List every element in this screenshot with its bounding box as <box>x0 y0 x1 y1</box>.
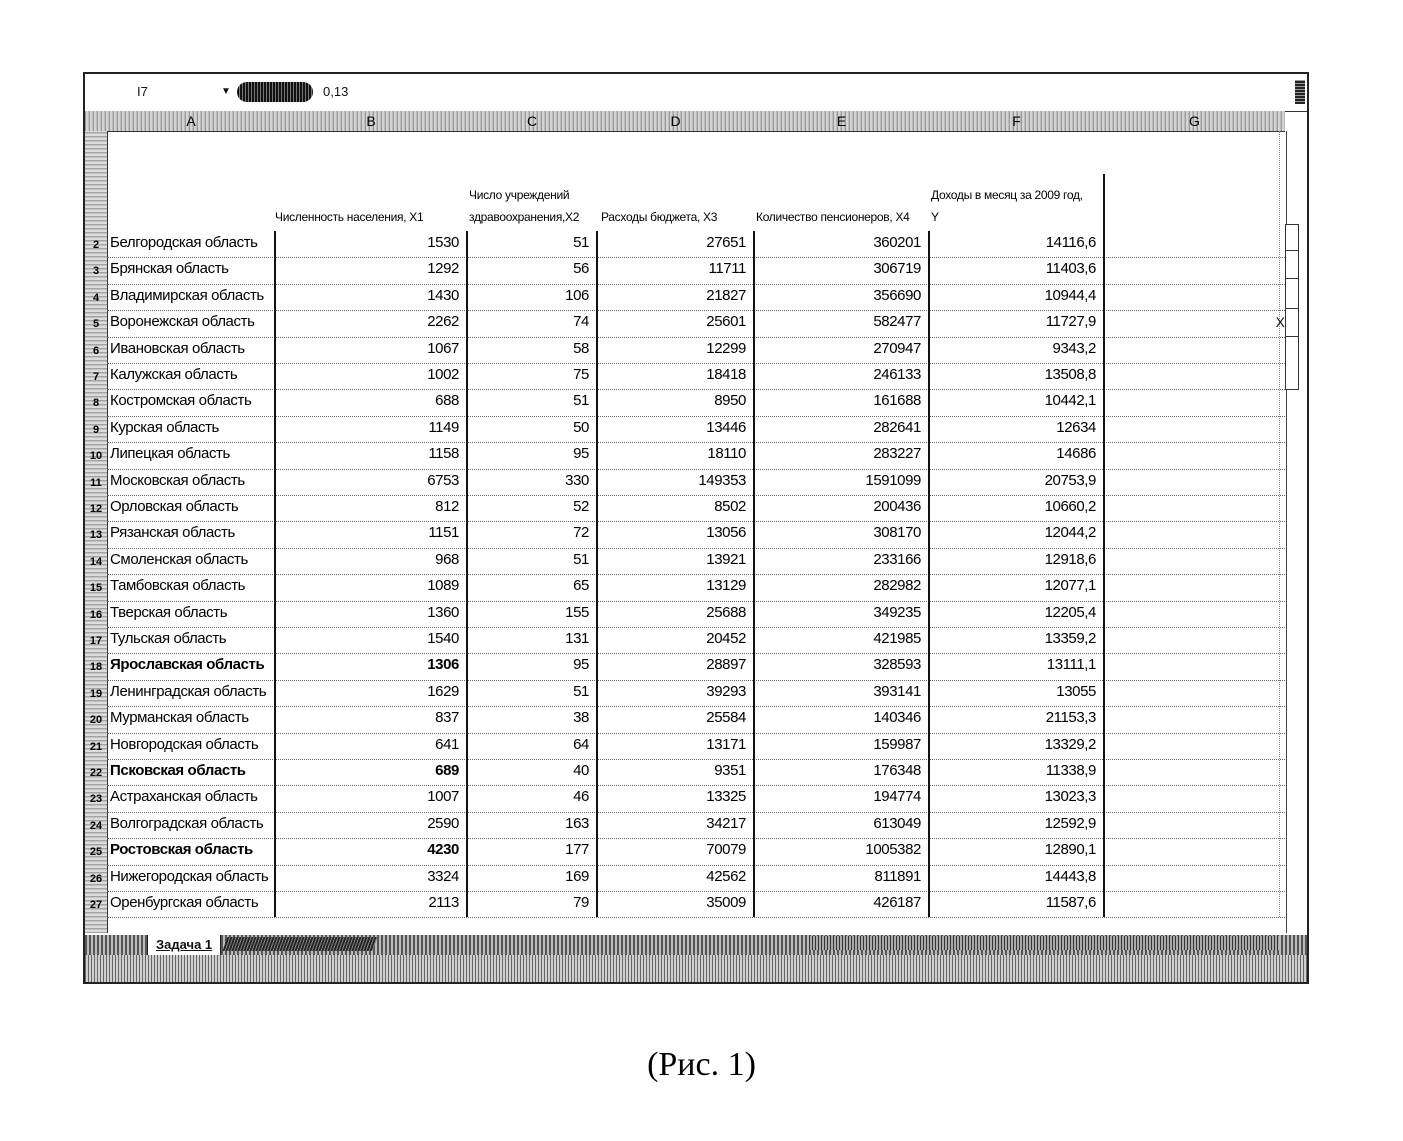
column-border <box>274 231 276 917</box>
cell-y[interactable]: 13359,2 <box>1044 630 1096 647</box>
chevron-down-icon[interactable]: ▼ <box>221 86 231 97</box>
cell-x2[interactable]: 163 <box>565 814 589 832</box>
cell-region[interactable]: Тамбовская область <box>110 577 246 595</box>
row-header-11[interactable]: 11 <box>90 476 102 489</box>
row-gridline <box>107 363 1285 364</box>
row-gridline <box>107 917 1285 918</box>
cell-region[interactable]: Волгоградская область <box>110 814 264 832</box>
cell-x4[interactable]: 1005382 <box>865 841 921 859</box>
cell-x3[interactable]: 35009 <box>706 894 746 911</box>
cell-x3[interactable]: 18110 <box>707 445 746 463</box>
row-gridline <box>107 521 1285 522</box>
cell-region[interactable]: Владимирская область <box>110 286 264 304</box>
cell-x4[interactable]: 356690 <box>873 286 921 304</box>
row-gridline <box>107 548 1285 549</box>
row-gridline <box>107 442 1285 443</box>
cell-x4[interactable]: 613049 <box>873 814 921 832</box>
cell-x2[interactable]: 74 <box>573 313 589 331</box>
row-header-2[interactable]: 2 <box>92 239 100 251</box>
header-x1: Численность населения, X1 <box>275 210 424 224</box>
row-gridline <box>107 785 1285 786</box>
row-header-19[interactable]: 19 <box>89 687 103 700</box>
cell-region[interactable]: Рязанская область <box>110 524 235 542</box>
cell-x3[interactable]: 18418 <box>706 366 746 383</box>
row-header-22[interactable]: 22 <box>89 767 103 779</box>
cell-y[interactable]: 11338,9 <box>1045 762 1096 779</box>
cell-x4[interactable]: 421985 <box>873 630 921 647</box>
cell-x3[interactable]: 13325 <box>706 788 746 806</box>
row-gridline <box>107 495 1285 496</box>
cell-y[interactable]: 13111,1 <box>1046 656 1096 674</box>
cell-x1[interactable]: 1089 <box>427 577 459 595</box>
cell-y[interactable]: 14686 <box>1056 445 1096 463</box>
column-header-c[interactable]: C <box>526 113 538 129</box>
cell-x1[interactable]: 2262 <box>427 313 459 331</box>
cell-x1[interactable]: 1002 <box>427 366 459 383</box>
column-header-strip <box>85 111 1285 132</box>
cell-x1[interactable]: 1149 <box>428 418 459 436</box>
cell-region[interactable]: Нижегородская область <box>110 867 269 885</box>
column-border <box>466 231 468 917</box>
cell-x4[interactable]: 200436 <box>873 498 921 515</box>
cell-y[interactable]: 13055 <box>1056 682 1096 700</box>
cell-x1[interactable]: 812 <box>435 498 459 515</box>
row-header-24[interactable]: 24 <box>89 819 103 832</box>
header-y-line1: Доходы в месяц за 2009 год, <box>931 188 1083 202</box>
row-gridline <box>107 389 1285 390</box>
cell-region[interactable]: Курская область <box>110 418 219 436</box>
cell-x3[interactable]: 9351 <box>714 762 746 779</box>
cell-y[interactable]: 13508,8 <box>1044 366 1096 383</box>
cell-region[interactable]: Брянская область <box>110 260 229 278</box>
column-header-b[interactable]: B <box>366 113 376 129</box>
formula-bar <box>85 74 1307 112</box>
cell-region[interactable]: Псковская область <box>110 762 246 779</box>
cell-region[interactable]: Смоленская область <box>110 550 248 568</box>
cell-x1[interactable]: 688 <box>435 392 459 410</box>
cell-y[interactable]: 11587,6 <box>1045 894 1096 911</box>
cell-x2[interactable]: 51 <box>573 682 589 700</box>
row-header-3[interactable]: 3 <box>92 265 100 278</box>
cell-y[interactable]: 12077,1 <box>1044 577 1096 595</box>
cell-x1[interactable]: 6753 <box>427 471 459 489</box>
row-header-14[interactable]: 14 <box>89 555 103 568</box>
cell-x4[interactable]: 1591099 <box>865 471 921 489</box>
cell-y[interactable]: 12044,2 <box>1044 524 1096 542</box>
column-header-g[interactable]: G <box>1189 113 1200 129</box>
row-header-9[interactable]: 9 <box>92 423 100 436</box>
cell-y[interactable]: 12918,6 <box>1044 550 1096 568</box>
row-header-16[interactable]: 16 <box>89 608 103 621</box>
cell-y[interactable]: 10660,2 <box>1044 498 1096 515</box>
row-header-8[interactable]: 8 <box>92 397 100 410</box>
cell-region[interactable]: Астраханская область <box>110 788 258 806</box>
cell-y[interactable]: 13023,3 <box>1044 788 1096 806</box>
cell-region[interactable]: Белгородская область <box>110 234 258 251</box>
cell-x4[interactable]: 306719 <box>873 260 921 278</box>
row-gridline <box>107 469 1285 470</box>
cell-x3[interactable]: 25584 <box>706 709 746 727</box>
cell-x2[interactable]: 51 <box>573 392 589 410</box>
cell-x3[interactable]: 13056 <box>706 524 746 542</box>
scroll-thumb-lower[interactable] <box>1285 278 1299 310</box>
scroll-segment-lower[interactable] <box>1285 336 1299 390</box>
row-header-21[interactable]: 21 <box>89 740 103 753</box>
cell-region[interactable]: Тульская область <box>110 630 227 647</box>
cell-x2[interactable]: 50 <box>573 418 589 436</box>
cell-x1[interactable]: 1292 <box>427 260 459 278</box>
column-header-f[interactable]: F <box>1012 113 1021 129</box>
cell-x3[interactable]: 28897 <box>706 656 746 674</box>
cell-y[interactable]: 21153,3 <box>1045 709 1096 727</box>
cell-x3[interactable]: 42562 <box>706 867 746 885</box>
cell-x3[interactable]: 70079 <box>706 841 746 859</box>
cell-x2[interactable]: 95 <box>573 445 589 463</box>
cell-x1[interactable]: 3324 <box>427 867 459 885</box>
horizontal-scrollbar[interactable] <box>809 936 1279 950</box>
cell-y[interactable]: 10442,1 <box>1044 392 1096 410</box>
column-header-d[interactable]: D <box>670 113 681 129</box>
cell-x1[interactable]: 1151 <box>428 524 459 542</box>
row-gridline <box>107 337 1285 338</box>
row-header-18[interactable]: 18 <box>89 661 103 674</box>
cell-x1[interactable]: 968 <box>435 550 459 568</box>
side-mark: X <box>1275 314 1285 330</box>
status-bar <box>85 955 1307 984</box>
cell-x2[interactable]: 72 <box>573 524 589 542</box>
cell-x1[interactable]: 1306 <box>427 656 459 674</box>
column-border <box>753 231 755 917</box>
row-gridline <box>107 733 1285 734</box>
cell-region[interactable]: Костромская область <box>110 392 252 410</box>
row-gridline <box>107 812 1285 813</box>
cell-y[interactable]: 11403,6 <box>1045 260 1096 278</box>
row-gridline <box>107 759 1285 760</box>
cell-x4[interactable]: 308170 <box>873 524 921 542</box>
cell-x4[interactable]: 393141 <box>873 682 921 700</box>
header-x2-line1: Число учреждений <box>469 188 570 202</box>
row-header-25[interactable]: 25 <box>89 846 103 859</box>
cell-region[interactable]: Московская область <box>110 471 245 489</box>
row-header-13[interactable]: 13 <box>89 529 103 542</box>
cell-y[interactable]: 13329,2 <box>1044 735 1096 753</box>
row-gridline <box>107 653 1285 654</box>
cell-x4[interactable]: 270947 <box>873 339 921 357</box>
name-box-value: I7 <box>137 84 148 99</box>
row-header-strip <box>85 131 108 933</box>
cell-x2[interactable]: 58 <box>573 339 589 357</box>
cell-x2[interactable]: 56 <box>573 260 589 278</box>
cell-x3[interactable]: 39293 <box>706 682 746 700</box>
cell-x3[interactable]: 13171 <box>706 735 746 753</box>
cell-x1[interactable]: 1530 <box>427 234 459 251</box>
row-gridline <box>107 284 1285 285</box>
cell-x4[interactable]: 282982 <box>873 577 921 595</box>
row-gridline <box>107 416 1285 417</box>
cell-x1[interactable]: 1007 <box>427 788 459 806</box>
cell-x2[interactable]: 52 <box>573 498 589 515</box>
row-gridline <box>107 865 1285 866</box>
cell-x1[interactable]: 4230 <box>427 841 459 859</box>
row-gridline <box>107 891 1285 892</box>
cell-x2[interactable]: 51 <box>573 550 589 568</box>
column-border <box>1103 174 1105 917</box>
cell-x4[interactable]: 811891 <box>874 867 921 885</box>
cell-y[interactable]: 11727,9 <box>1045 313 1096 331</box>
cell-x4[interactable]: 246133 <box>873 366 921 383</box>
cell-region[interactable]: Орловская область <box>110 498 239 515</box>
cell-x1[interactable]: 1540 <box>427 630 459 647</box>
cell-x4[interactable]: 161688 <box>873 392 921 410</box>
row-gridline <box>107 257 1285 258</box>
cell-x2[interactable]: 79 <box>573 894 589 911</box>
cell-x2[interactable]: 75 <box>573 366 589 383</box>
figure-caption: (Рис. 1) <box>647 1046 756 1083</box>
cell-x1[interactable]: 1067 <box>427 339 459 357</box>
formula-scroll-icon[interactable] <box>1295 80 1305 104</box>
cell-y[interactable]: 12592,9 <box>1044 814 1096 832</box>
cell-x3[interactable]: 11711 <box>708 260 746 278</box>
column-border <box>928 231 930 917</box>
cell-x4[interactable]: 233166 <box>873 550 921 568</box>
cell-x4[interactable]: 176348 <box>873 762 921 779</box>
cell-y[interactable]: 9343,2 <box>1052 339 1096 357</box>
cell-x3[interactable]: 27651 <box>706 234 746 251</box>
cell-x1[interactable]: 1360 <box>427 603 459 621</box>
cell-x4[interactable]: 283227 <box>873 445 921 463</box>
row-header-27[interactable]: 27 <box>89 899 103 911</box>
cell-x2[interactable]: 38 <box>573 709 589 727</box>
cell-x2[interactable]: 65 <box>573 577 589 595</box>
cell-region[interactable]: Ленинградская область <box>110 682 267 700</box>
header-x3: Расходы бюджета, X3 <box>601 210 718 224</box>
formula-input[interactable]: 0,13 <box>323 84 349 99</box>
scroll-segment[interactable] <box>1285 308 1299 338</box>
cell-x2[interactable]: 330 <box>565 471 589 489</box>
cell-x4[interactable]: 349235 <box>873 603 921 621</box>
cell-region[interactable]: Воронежская область <box>110 313 255 331</box>
tab-other-sheets[interactable] <box>222 937 377 951</box>
cell-x2[interactable]: 131 <box>565 630 589 647</box>
cell-x2[interactable]: 177 <box>565 841 589 859</box>
cell-y[interactable]: 10944,4 <box>1044 286 1096 304</box>
cell-x3[interactable]: 34217 <box>706 814 746 832</box>
row-header-17[interactable]: 17 <box>89 635 103 647</box>
header-y-line2: Y <box>931 210 939 224</box>
cell-x4[interactable]: 194774 <box>873 788 921 806</box>
cell-x3[interactable]: 8950 <box>714 392 746 410</box>
cell-region[interactable]: Липецкая область <box>110 445 230 463</box>
row-gridline <box>107 706 1285 707</box>
cell-x4[interactable]: 140346 <box>873 709 921 727</box>
cell-region[interactable]: Новгородская область <box>110 735 259 753</box>
cell-x2[interactable]: 169 <box>565 867 589 885</box>
cell-region[interactable]: Оренбургская область <box>110 894 259 911</box>
row-header-15[interactable]: 15 <box>89 582 103 595</box>
cell-x3[interactable]: 13446 <box>706 418 746 436</box>
row-header-7[interactable]: 7 <box>92 371 100 383</box>
scroll-arrow-icon[interactable] <box>1285 224 1299 252</box>
row-gridline <box>107 627 1285 628</box>
row-header-12[interactable]: 12 <box>89 503 103 515</box>
cell-x2[interactable]: 106 <box>565 286 589 304</box>
cell-x4[interactable]: 282641 <box>873 418 921 436</box>
cell-x1[interactable]: 2113 <box>428 894 459 911</box>
cell-y[interactable]: 14116,6 <box>1045 234 1096 251</box>
column-header-e[interactable]: E <box>836 113 847 129</box>
cell-y[interactable]: 12890,1 <box>1044 841 1096 859</box>
cell-x3[interactable]: 21827 <box>706 286 746 304</box>
cell-x3[interactable]: 12299 <box>706 339 746 357</box>
row-header-4[interactable]: 4 <box>92 291 100 304</box>
cell-x2[interactable]: 95 <box>573 656 589 674</box>
row-gridline <box>107 310 1285 311</box>
cell-x4[interactable]: 360201 <box>873 234 921 251</box>
cell-region[interactable]: Калужская область <box>110 366 238 383</box>
cell-x3[interactable]: 149353 <box>698 471 746 489</box>
cell-x1[interactable]: 1629 <box>427 682 459 700</box>
cell-x2[interactable]: 46 <box>573 788 589 806</box>
cell-x2[interactable]: 155 <box>565 603 589 621</box>
cell-x3[interactable]: 25688 <box>706 603 746 621</box>
function-icon[interactable] <box>237 82 313 102</box>
cell-x3[interactable]: 20452 <box>706 630 746 647</box>
header-x2-line2: здравоохранения,X2 <box>469 210 580 224</box>
row-gridline <box>107 601 1285 602</box>
tab-sheet-task1[interactable]: Задача 1 <box>147 935 221 956</box>
spreadsheet-window <box>83 72 1309 984</box>
cell-x4[interactable]: 426187 <box>873 894 921 911</box>
row-gridline <box>107 574 1285 575</box>
header-x4: Количество пенсионеров, X4 <box>756 210 910 224</box>
cell-y[interactable]: 14443,8 <box>1044 867 1096 885</box>
scroll-thumb[interactable] <box>1285 250 1299 280</box>
row-header-5[interactable]: 5 <box>92 318 100 331</box>
name-box[interactable] <box>85 78 233 106</box>
column-header-a[interactable]: A <box>186 113 196 129</box>
cell-y[interactable]: 12634 <box>1056 418 1096 436</box>
cell-region[interactable]: Мурманская область <box>110 709 249 727</box>
cell-x3[interactable]: 13921 <box>706 550 746 568</box>
row-header-26[interactable]: 26 <box>89 872 103 885</box>
column-gridline <box>1279 131 1280 917</box>
cell-x2[interactable]: 64 <box>573 735 589 753</box>
column-border <box>596 231 598 917</box>
row-header-23[interactable]: 23 <box>89 793 103 806</box>
cell-region[interactable]: Ивановская область <box>110 339 245 357</box>
cell-x1[interactable]: 1430 <box>427 286 459 304</box>
row-header-6[interactable]: 6 <box>92 344 100 357</box>
cell-x1[interactable]: 641 <box>435 735 459 753</box>
cell-region[interactable]: Ярославская область <box>110 656 265 674</box>
row-header-20[interactable]: 20 <box>89 714 103 727</box>
row-gridline <box>107 838 1285 839</box>
row-gridline <box>107 680 1285 681</box>
cell-x4[interactable]: 159987 <box>873 735 921 753</box>
cell-x4[interactable]: 328593 <box>873 656 921 674</box>
cell-x3[interactable]: 13129 <box>706 577 746 595</box>
cell-x1[interactable]: 837 <box>435 709 459 727</box>
cell-x1[interactable]: 1158 <box>428 445 459 463</box>
cell-x1[interactable]: 2590 <box>427 814 459 832</box>
cell-region[interactable]: Тверская область <box>110 603 228 621</box>
cell-x2[interactable]: 51 <box>573 234 589 251</box>
cell-y[interactable]: 20753,9 <box>1044 471 1096 489</box>
cell-x4[interactable]: 582477 <box>873 313 921 331</box>
cell-x1[interactable]: 689 <box>435 762 459 779</box>
cell-x3[interactable]: 25601 <box>706 313 746 331</box>
cell-y[interactable]: 12205,4 <box>1044 603 1096 621</box>
cell-x2[interactable]: 40 <box>573 762 589 779</box>
cell-x3[interactable]: 8502 <box>714 498 746 515</box>
cell-region[interactable]: Ростовская область <box>110 841 253 859</box>
row-header-10[interactable]: 10 <box>89 450 103 463</box>
